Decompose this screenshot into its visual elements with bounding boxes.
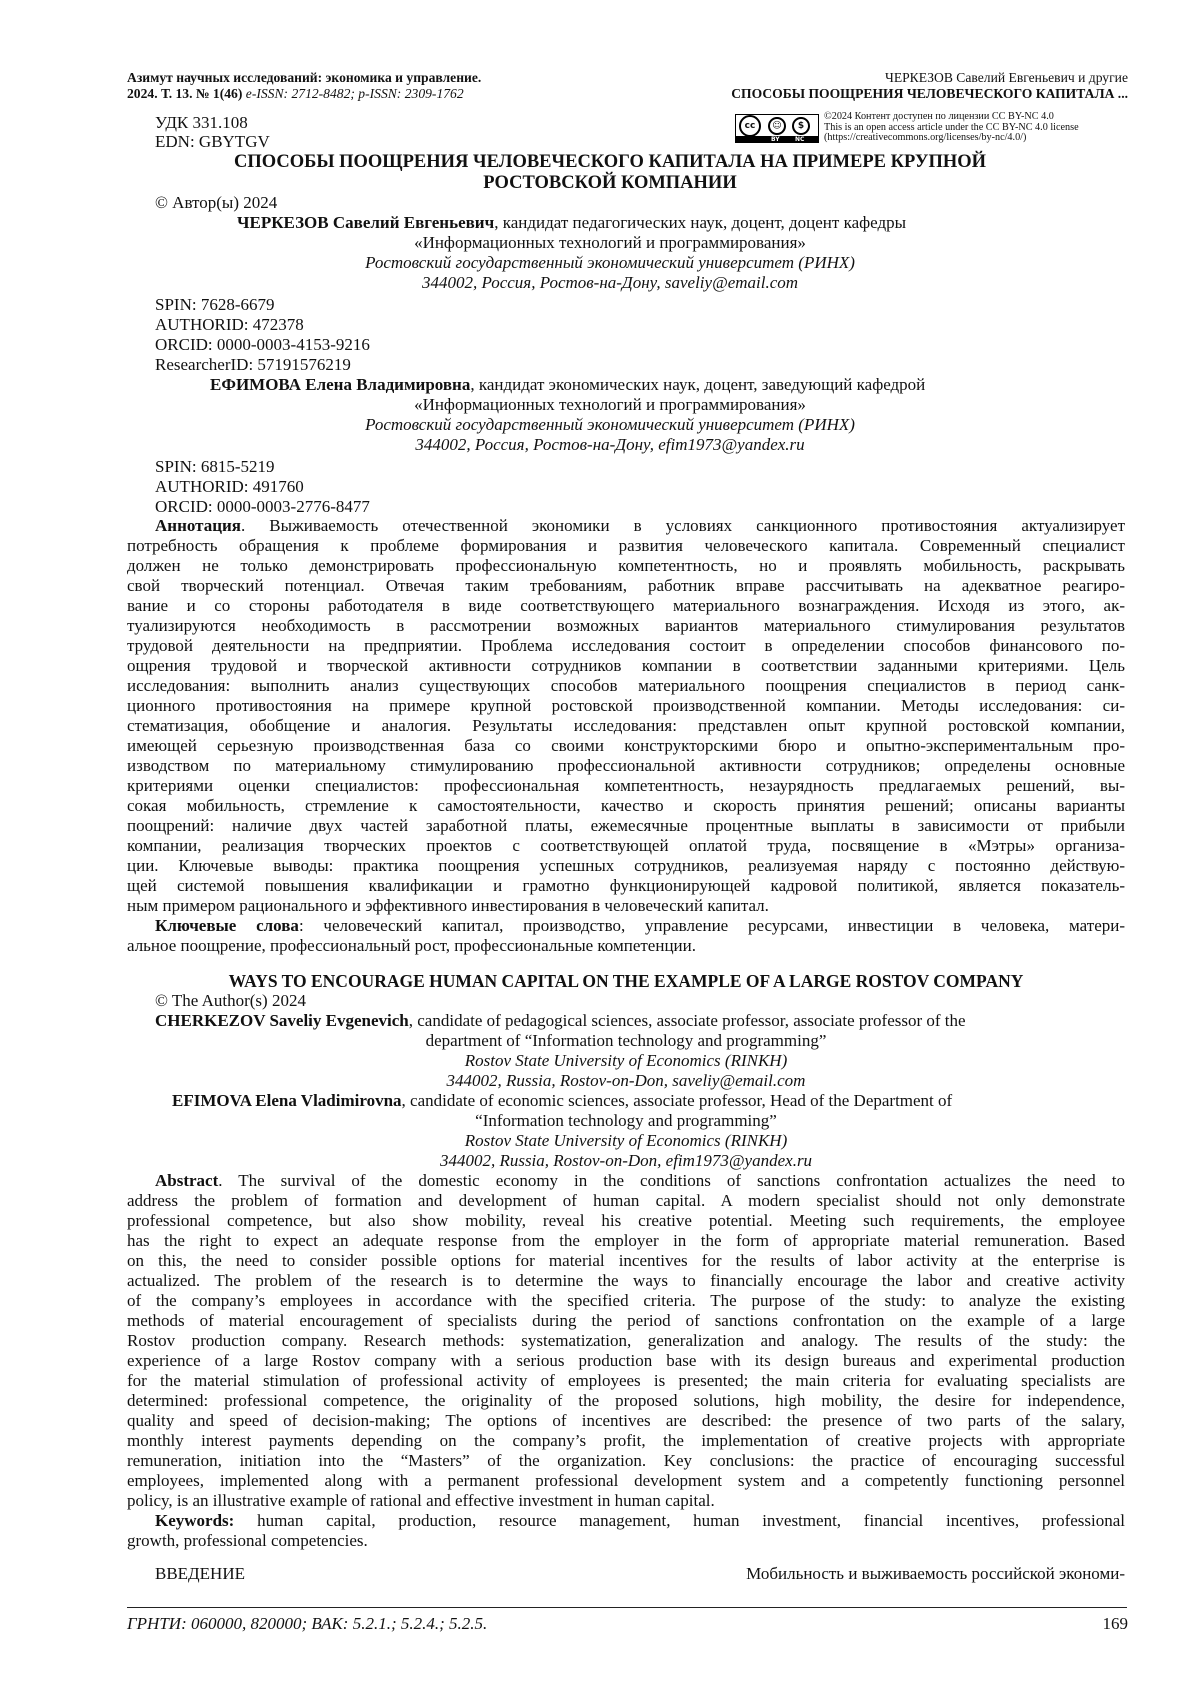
abstract-ru-line: компании, реализация творческих проектов с соответствующей оплатой труда, посвящение в «Мэтры» организа- <box>127 836 1125 855</box>
author1-address-en: 344002, Russia, Rostov-on-Don, saveliy@email.com <box>446 1071 806 1090</box>
abstract-ru-line: изводством по материальному стимулированию профессиональной активности сотрудников; определены основные <box>127 756 1125 775</box>
abstract-ru-line: ционного противостояния на примере крупной ростовской производственной компании. Методы исследования: си- <box>127 696 1125 715</box>
author2-en: EFIMOVA Elena Vladimirovna, candidate of economic sciences, associate professor, Head of the Department of <box>172 1091 953 1110</box>
intro-heading: ВВЕДЕНИЕ <box>155 1564 245 1583</box>
author1-name-en: CHERKEZOV Saveliy Evgenevich <box>155 1011 409 1030</box>
page-number: 169 <box>1102 1614 1128 1633</box>
abstract-en-label: Abstract <box>155 1171 219 1190</box>
author1-dept-en: department of “Information technology and programming” <box>425 1031 827 1050</box>
abstract-en-line: on this, the need to consider possible options for material incentives for the results of labor activity at the enterprise is <box>127 1251 1125 1270</box>
article-ids <box>155 113 270 151</box>
abstract-en-line: for the material stimulation of professional activity of employees is presented; the main criteria for evaluating specialists are <box>127 1371 1125 1390</box>
abstract-en-line: quality and speed of decision-making; The options of incentives are described: the presence of two parts of the salary, <box>127 1411 1125 1430</box>
abstract-ru-line: стематизация, обобщение и аналогия. Результаты исследования: представлен опыт крупной ростовской компании, <box>127 716 1125 735</box>
nc-label: NC <box>795 136 805 143</box>
journal-issn: e-ISSN: 2712-8482; p-ISSN: 2309-1762 <box>245 86 464 101</box>
abstract-en-line: Rostov production company. Research methods: systematization, generalization and analogy. The results of the study: the <box>127 1331 1125 1350</box>
author1-affiliation-en: Rostov State University of Economics (RINKH) <box>464 1051 788 1070</box>
abstract-en-line: Abstract. The survival of the domestic economy in the conditions of sanctions confrontation actualizes the need to <box>155 1171 1125 1190</box>
abstract-ru-line: поощрений: наличие двух частей заработной платы, ежемесячные процентные выплаты в зависимости от прибыли <box>127 816 1125 835</box>
abstract-en-line: address the problem of formation and development of human capital. A modern specialist should not only demonstrate <box>127 1191 1125 1210</box>
keywords-ru-label: Ключевые слова <box>155 916 299 935</box>
author1-en: CHERKEZOV Saveliy Evgenevich, candidate of pedagogical sciences, associate professor, associate professor of the <box>155 1011 966 1030</box>
author2-orcid: ORCID: 0000-0003-2776-8477 <box>155 497 370 516</box>
abstract-ru-line: ощрения трудовой и творческой активности сотрудников компании в соответствии заданными критериями. Цель <box>127 656 1125 675</box>
author2-affiliation-en: Rostov State University of Economics (RINKH) <box>464 1131 788 1150</box>
keywords-ru-line: альное поощрение, профессиональный рост, профессиональные компетенции. <box>127 936 696 955</box>
by-icon: ☺ <box>768 117 786 135</box>
keywords-en-label: Keywords: <box>155 1511 235 1530</box>
cc-icon: cc <box>739 115 761 137</box>
author2-address-ru: 344002, Россия, Ростов-на-Дону, efim1973@yandex.ru <box>415 435 805 454</box>
article-title-ru: СПОСОБЫ ПООЩРЕНИЯ ЧЕЛОВЕЧЕСКОГО КАПИТАЛА НА ПРИМЕРЕ КРУПНОЙ РОСТОВСКОЙ КОМПАНИИ <box>233 152 987 193</box>
author2-ru: ЕФИМОВА Елена Владимировна, кандидат экономических наук, доцент, заведующий кафедрой <box>210 375 926 394</box>
abstract-en-line: remuneration, initiation into the “Masters” of the organization. Key conclusions: the practice of encouraging successful <box>127 1451 1125 1470</box>
abstract-ru-line: имеющей серьезную производственная база со своими конструкторскими бюро и опытно-экспериментальным про- <box>127 736 1125 755</box>
abstract-en-line: professional competence, but also show mobility, reveal his creative potential. Meeting such requirements, the employee <box>127 1211 1125 1230</box>
author1-name-ru: ЧЕРКЕЗОВ Савелий Евгеньевич <box>237 213 495 232</box>
author1-dept-ru: «Информационных технологий и программирования» <box>414 233 806 252</box>
author1-address-ru: 344002, Россия, Ростов-на-Дону, saveliy@email.com <box>421 273 799 292</box>
abstract-en-line: methods of material encouragement of specialists during the period of sanctions confrontation on the example of a large <box>127 1311 1125 1330</box>
author1-ru: ЧЕРКЕЗОВ Савелий Евгеньевич, кандидат педагогических наук, доцент, доцент кафедры <box>237 213 907 232</box>
author2-affiliation-ru: Ростовский государственный экономический университет (РИНХ) <box>365 415 855 434</box>
copyright-ru: © Автор(ы) 2024 <box>155 193 278 212</box>
abstract-ru-line: потребность обращения к проблеме формирования и развития человеческого капитала. Современный специалист <box>127 536 1125 555</box>
license-block <box>735 111 1155 144</box>
nc-icon: $ <box>792 117 810 135</box>
copyright-en: © The Author(s) 2024 <box>155 991 306 1010</box>
abstract-en-line: actualized. The problem of the research is to determine the ways to financially encourage the labor and creative activity <box>127 1271 1125 1290</box>
author2-dept-en: “Information technology and programming” <box>475 1111 777 1130</box>
abstract-ru-label: Аннотация <box>155 516 241 535</box>
author2-authorid: AUTHORID: 491760 <box>155 477 304 496</box>
abstract-en-line: determined: professional competence, the originality of the proposed solutions, high mobility, the desire for independence, <box>127 1391 1125 1410</box>
cc-by-nc-badge[interactable] <box>735 114 819 143</box>
abstract-en-line: has the right to expect an adequate response from the employer in the form of appropriate material remuneration. Based <box>127 1231 1125 1250</box>
author1-researcherid: ResearcherID: 57191576219 <box>155 355 351 374</box>
author2-dept-ru: «Информационных технологий и программирования» <box>414 395 806 414</box>
abstract-en-line: employees, implemented along with a permanent professional development system and a competently functioning personnel <box>127 1471 1125 1490</box>
abstract-ru-line: сокая мобильность, стремление к самостоятельности, качество и скорость принятия решений; описаны варианты <box>127 796 1125 815</box>
abstract-ru-line: трудовой деятельности на предприятии. Проблема исследования состоит в определении способов финансового по- <box>127 636 1125 655</box>
abstract-en-line: of the company’s employees in accordance with the specified criteria. The purpose of the study: to analyze the existing <box>127 1291 1125 1310</box>
abstract-ru-line: ным примером рационального и эффективного инвестирования в человеческий капитал. <box>127 896 769 915</box>
author1-authorid: AUTHORID: 472378 <box>155 315 304 334</box>
edn-code: EDN: GBYTGV <box>155 132 270 151</box>
keywords-en-line: growth, professional competencies. <box>127 1531 368 1550</box>
author1-spin: SPIN: 7628-6679 <box>155 295 275 314</box>
abstract-ru-line: критериями оценки специалистов: профессиональная компетентность, незаурядность предлагаемых решений, вы- <box>127 776 1125 795</box>
udk-code: УДК 331.108 <box>155 113 248 132</box>
abstract-ru-line: ции. Ключевые выводы: практика поощрения успешных сотрудников, реализуемая наряду с постоянно действую- <box>127 856 1125 875</box>
keywords-en-line: Keywords: human capital, production, resource management, human investment, financial incentives, professional <box>155 1511 1125 1530</box>
keywords-ru-line: Ключевые слова: человеческий капитал, производство, управление ресурсами, инвестиции в человека, матери- <box>155 916 1125 935</box>
abstract-ru-line: исследования: выполнить анализ существующих способов материального поощрения специалистов в период санк- <box>127 676 1125 695</box>
author1-affiliation-ru: Ростовский государственный экономический университет (РИНХ) <box>365 253 855 272</box>
abstract-en-line: experience of a large Rostov company with a serious production base with its design bureaus and experimental production <box>127 1351 1125 1370</box>
article-title-en: WAYS TO ENCOURAGE HUMAN CAPITAL ON THE EXAMPLE OF A LARGE ROSTOV COMPANY <box>228 971 1024 991</box>
abstract-en-line: policy, is an illustrative example of rational and effective investment in human capital. <box>127 1491 715 1510</box>
classifier-codes: ГРНТИ: 060000, 820000; ВАК: 5.2.1.; 5.2.4.; 5.2.5. <box>127 1614 488 1633</box>
journal-name: Азимут научных исследований: экономика и управление. <box>127 70 482 85</box>
author2-spin: SPIN: 6815-5219 <box>155 457 275 476</box>
author2-name-en: EFIMOVA Elena Vladimirovna <box>172 1091 402 1110</box>
running-article-title: СПОСОБЫ ПООЩРЕНИЯ ЧЕЛОВЕЧЕСКОГО КАПИТАЛА ... <box>731 86 1128 101</box>
running-title <box>568 70 1128 102</box>
intro-first-line: Мобильность и выживаемость российской экономи- <box>746 1564 1125 1583</box>
abstract-ru-line: свой творческий потенциал. Отвечая таким требованиям, работник вправе рассчитывать на адекватное реагиро- <box>127 576 1125 595</box>
footer-rule <box>127 1607 1127 1608</box>
abstract-ru-line: Аннотация. Выживаемость отечественной экономики в условиях санкционного противостояния актуализирует <box>155 516 1125 535</box>
abstract-ru-line: вание и со стороны работодателя в виде соответствующего материального вознаграждения. Исходя из этого, ак- <box>127 596 1125 615</box>
license-text: ©2024 Контент доступен по лицензии CC BY-NC 4.0 This is an open access article under the CC BY-NC 4.0 license (https://creativecommons.org/licenses/by-nc/4.0/) <box>824 112 1154 144</box>
abstract-ru-line: должен не только демонстрировать профессиональную компетентность, но и проявлять мобильность, раскрывать <box>127 556 1125 575</box>
abstract-ru-line: туализируются необходимость в рассмотрении возможных вариантов материального стимулирования результатов <box>127 616 1125 635</box>
abstract-en-line: monthly interest payments depending on the company’s profit, the implementation of creative projects with appropriate <box>127 1431 1125 1450</box>
abstract-ru-line: щей системой повышения квалификации и грамотно функционирующей кадровой политикой, является показатель- <box>127 876 1125 895</box>
journal-issue: 2024. Т. 13. № 1(46) e-ISSN: 2712-8482; p-ISSN: 2309-1762 <box>127 86 464 101</box>
author1-orcid: ORCID: 0000-0003-4153-9216 <box>155 335 370 354</box>
running-authors: ЧЕРКЕЗОВ Савелий Евгеньевич и другие <box>884 70 1128 85</box>
author2-name-ru: ЕФИМОВА Елена Владимировна <box>210 375 471 394</box>
author2-address-en: 344002, Russia, Rostov-on-Don, efim1973@yandex.ru <box>439 1151 813 1170</box>
license-link[interactable]: (https://creativecommons.org/licenses/by-nc/4.0/) <box>824 132 1027 144</box>
by-label: BY <box>771 136 780 143</box>
